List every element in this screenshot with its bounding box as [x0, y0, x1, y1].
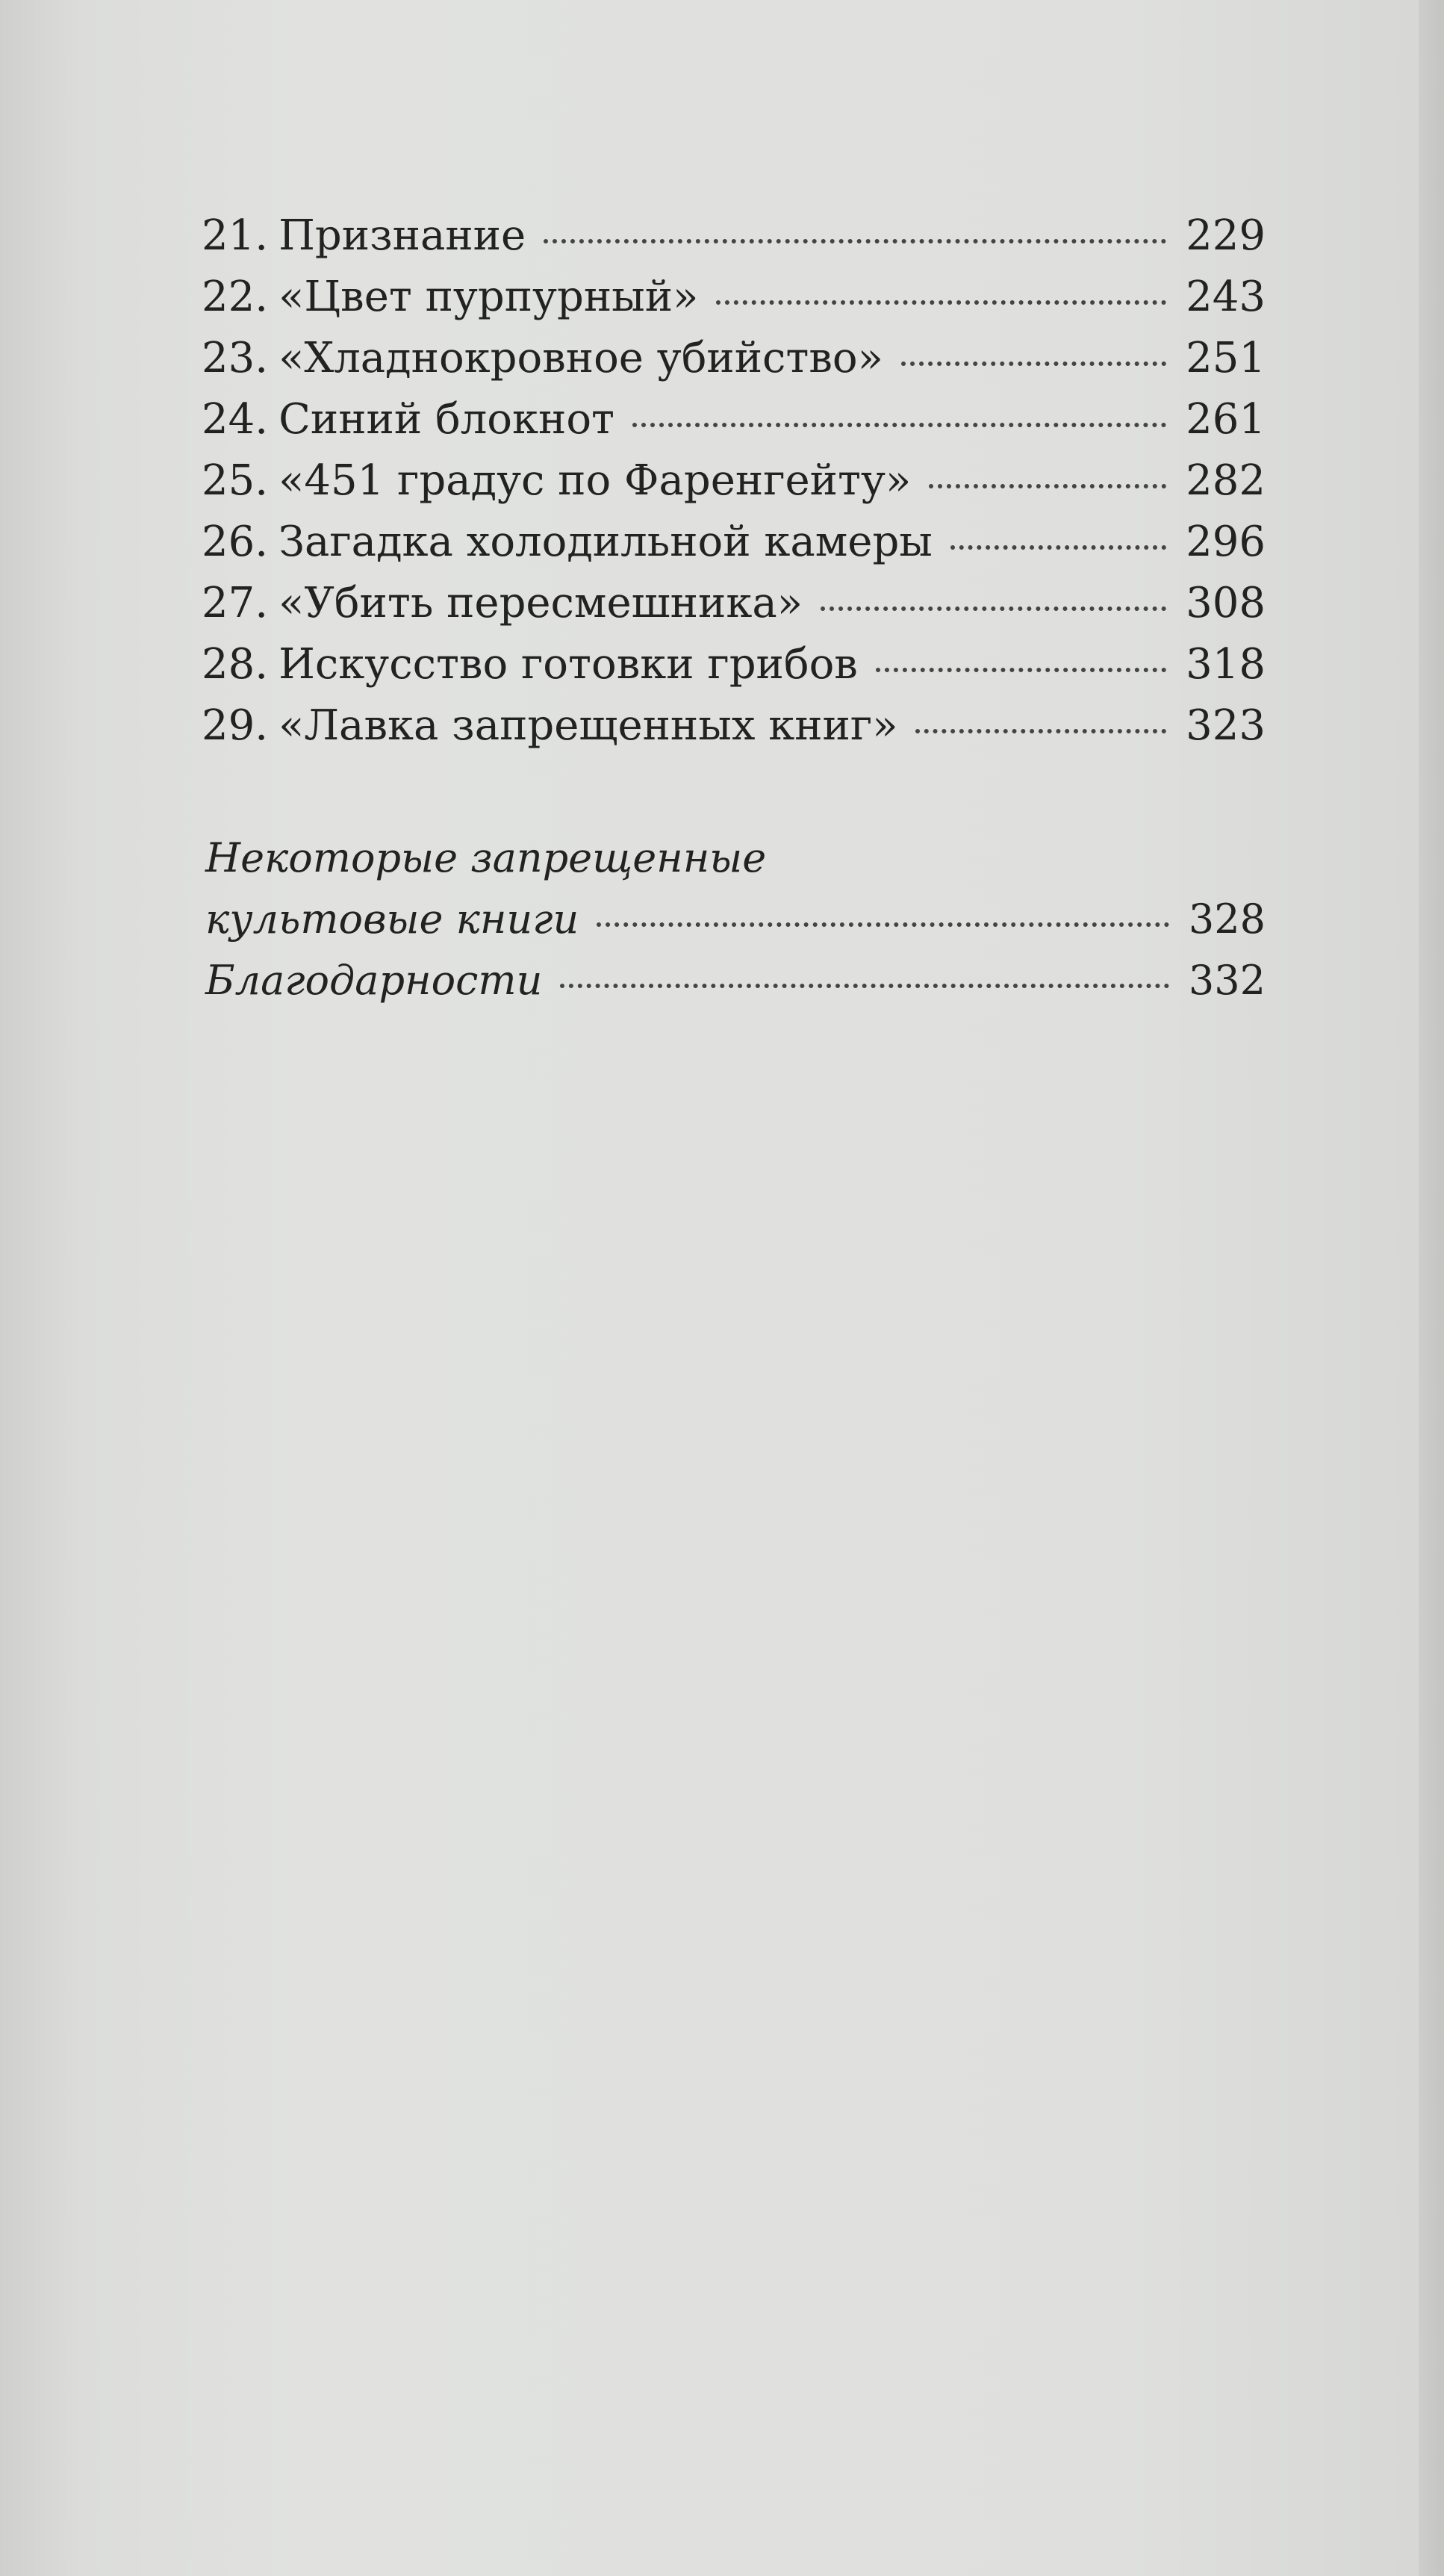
- acknowledgements-entry: [205, 950, 1266, 1011]
- toc-entry-27: [202, 573, 1266, 634]
- chapter-title: Искусство готовки грибов: [278, 640, 858, 689]
- toc-entry-26: [202, 512, 1266, 573]
- page-number: 251: [1186, 334, 1266, 382]
- dot-leader: [929, 484, 1166, 488]
- dot-leader: [716, 300, 1166, 305]
- appendix-section: [205, 828, 1266, 1011]
- toc-entry-25: [202, 450, 1266, 512]
- dot-leader: [821, 606, 1166, 611]
- chapter-number: 26.: [202, 518, 269, 566]
- chapter-title: Загадка холодильной камеры: [278, 518, 933, 566]
- page-number: 323: [1186, 701, 1266, 750]
- chapter-number: 27.: [202, 579, 269, 627]
- toc-entry-22: [202, 267, 1266, 328]
- chapter-number: 29.: [202, 701, 269, 750]
- page-number: 261: [1186, 395, 1266, 444]
- table-of-contents: [202, 205, 1266, 757]
- chapter-title: «Хладнокровное убийство»: [278, 334, 883, 382]
- chapter-number: 22.: [202, 273, 269, 321]
- acknowledgements-title: Благодарности: [205, 957, 543, 1004]
- toc-entry-29: [202, 695, 1266, 757]
- chapter-title: «451 градус по Фаренгейту»: [278, 456, 912, 505]
- chapter-title: «Убить пересмешника»: [278, 579, 803, 627]
- page-number: 328: [1188, 896, 1266, 943]
- dot-leader: [597, 922, 1169, 927]
- toc-entry-28: [202, 634, 1266, 695]
- page-edge: [1419, 0, 1444, 2576]
- toc-entry-24: [202, 389, 1266, 450]
- chapter-title: «Лавка запрещенных книг»: [278, 701, 898, 750]
- page-number: 308: [1186, 579, 1266, 627]
- page-number: 332: [1188, 957, 1266, 1004]
- chapter-title: «Цвет пурпурный»: [278, 273, 699, 321]
- dot-leader: [915, 729, 1166, 733]
- appendix-entry: [205, 889, 1266, 950]
- dot-leader: [901, 361, 1166, 366]
- appendix-title-line1: Некоторые запрещенные: [205, 834, 767, 881]
- page-number: 296: [1186, 518, 1266, 566]
- dot-leader: [876, 668, 1166, 672]
- page-number: 229: [1186, 211, 1266, 260]
- chapter-title: Признание: [278, 211, 526, 260]
- page-number: 282: [1186, 456, 1266, 505]
- dot-leader: [560, 984, 1169, 988]
- chapter-number: 21.: [202, 211, 269, 260]
- chapter-number: 28.: [202, 640, 269, 689]
- dot-leader: [544, 239, 1166, 243]
- chapter-number: 25.: [202, 456, 269, 505]
- chapter-title: Синий блокнот: [278, 395, 615, 444]
- dot-leader: [950, 545, 1166, 550]
- dot-leader: [632, 423, 1166, 427]
- page-number: 243: [1186, 273, 1266, 321]
- appendix-title-line2: культовые книги: [205, 896, 579, 943]
- chapter-number: 24.: [202, 395, 269, 444]
- toc-entry-21: [202, 205, 1266, 267]
- toc-entry-23: [202, 328, 1266, 389]
- page-number: 318: [1186, 640, 1266, 689]
- chapter-number: 23.: [202, 334, 269, 382]
